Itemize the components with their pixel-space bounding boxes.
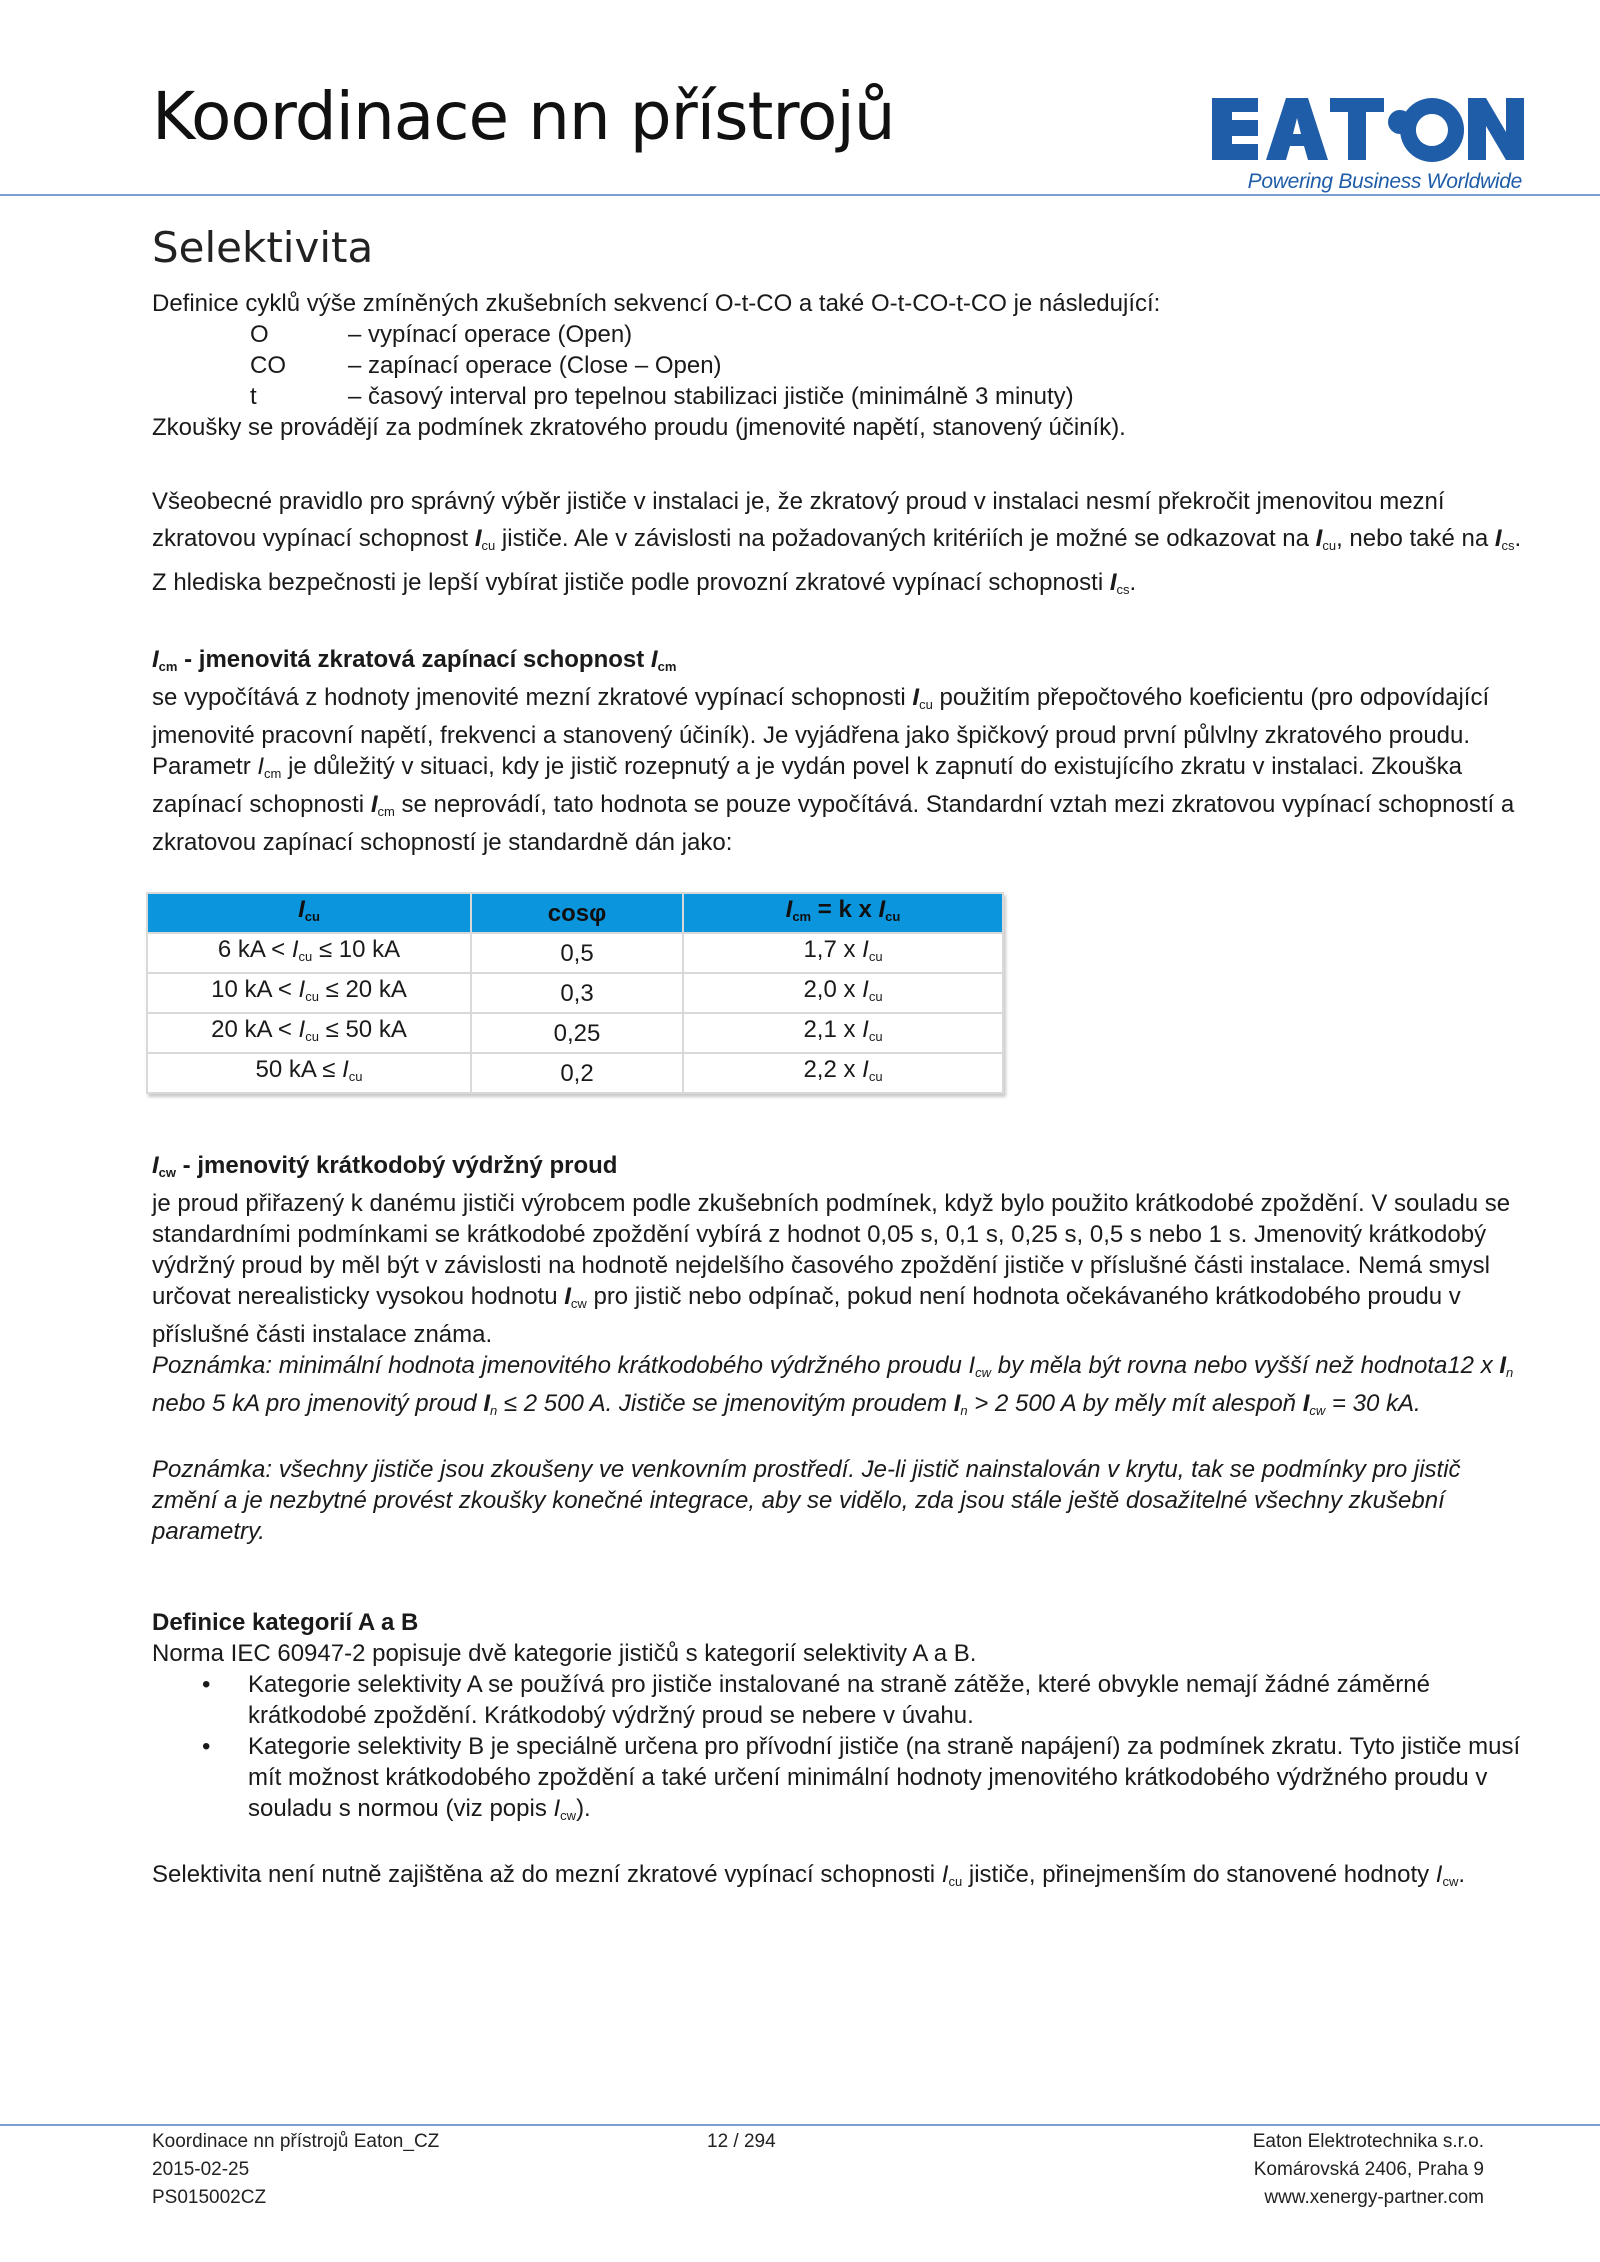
definition-text: – časový interval pro tepelnou stabilizaci jističe (minimálně 3 minuty) xyxy=(348,383,1074,410)
definition-row xyxy=(152,319,1522,350)
table-row xyxy=(147,1053,1003,1093)
intro-lead: Definice cyklů výše zmíněných zkušebních sekvencí O-t-CO a také O-t-CO-t-CO je následující: xyxy=(152,290,1161,317)
definition-row xyxy=(152,381,1522,412)
symbol-i: I xyxy=(1109,569,1117,596)
page-number: 12 / 294 xyxy=(707,2131,776,2152)
table-cell: 2,2 x $I_{cu}$ xyxy=(683,1053,1003,1093)
subscript: cs xyxy=(1116,582,1130,597)
bullet-icon: • xyxy=(202,1733,211,1760)
subscript: cu xyxy=(481,538,496,553)
table-row xyxy=(147,933,1003,973)
definition-row xyxy=(152,350,1522,381)
icm-heading: $I_{cm}$ - jmenovitá zkratová zapínací schopnost $I_{cm}$ xyxy=(152,646,677,674)
section-title: Selektivita xyxy=(152,223,374,272)
icw-paragraph: je proud přiřazený k danému jističi výrobcem podle zkušebních podmínek, když bylo použito krátkodobé zpoždění. V souladu se standardními podmínkami se krátkodobé zpoždění vybírá z hodnot 0,05 s, 0,1 s, 0,25 s, 0,5 s nebo 1 s. Jmenovitý krátkodobý výdržný proud by měl být v závislosti na hodnotě nejdelšího časového zpoždění jističe v příslušné části instalace. Nemá smysl určovat nerealisticky vysokou hodnotu $I_{cw}$ pro jistič nebo odpínač, pokud není hodnota očekávaného krátkodobého proudu v příslušné části instalace známa. xyxy=(152,1190,1511,1348)
table-cell: 2,1 x $I_{cu}$ xyxy=(683,1013,1003,1053)
footer-date: 2015-02-25 xyxy=(152,2159,250,2180)
footer-website: www.xenergy-partner.com xyxy=(1264,2187,1484,2208)
table-cell: 1,7 x $I_{cu}$ xyxy=(683,933,1003,973)
categories-list xyxy=(152,1669,1522,1831)
footer-right xyxy=(1253,2128,1484,2212)
symbol-i: I xyxy=(474,525,482,552)
symbol-i: I xyxy=(1315,525,1323,552)
header-rule xyxy=(0,194,1600,196)
table-cell: 50 kA ≤ $I_{cu}$ xyxy=(147,1053,471,1093)
table-row xyxy=(147,1013,1003,1053)
logo-tagline: Powering Business Worldwide xyxy=(1247,170,1522,193)
definition-term: O xyxy=(250,321,269,348)
footer-company: Eaton Elektrotechnika s.r.o. xyxy=(1252,2131,1484,2152)
table-cell: 0,3 xyxy=(471,973,683,1013)
footer-address: Komárovská 2406, Praha 9 xyxy=(1253,2159,1484,2180)
eaton-logo-mark xyxy=(1210,96,1526,162)
table-cell: 0,25 xyxy=(471,1013,683,1053)
table-cell: 2,0 x $I_{cu}$ xyxy=(683,973,1003,1013)
table-cell: 20 kA < $I_{cu} \le 50$ kA xyxy=(147,1013,471,1053)
definition-text: – zapínací operace (Close – Open) xyxy=(348,352,722,379)
icw-heading: $I_{cw}$ - jmenovitý krátkodobý výdržný proud xyxy=(152,1152,618,1180)
eaton-logo xyxy=(1210,96,1526,194)
closing-paragraph: Selektivita není nutně zajištěna až do mezní zkratové vypínací schopnosti $I_{cu}$ jističe, přinejmenším do stanovené hodnoty $I_{cw}$. xyxy=(152,1861,1466,1889)
definition-list xyxy=(152,319,1522,412)
list-item: • Kategorie selektivity B je speciálně určena pro přívodní jističe (na straně napájení) za podmínek zkratu. Tyto jističe musí mít možnost krátkodobého zpoždění a také určení minimální hodnoty jmenovitého krátkodobého výdržného proudu v souladu s normou (viz popis $I_{cw}$). xyxy=(202,1733,1521,1823)
footer-doc-name: Koordinace nn přístrojů Eaton_CZ xyxy=(152,2131,440,2152)
definition-term: t xyxy=(250,383,257,410)
table-header-row xyxy=(147,893,1003,933)
table-header-icu: $I_{cu}$ xyxy=(147,893,471,933)
definition-text: – vypínací operace (Open) xyxy=(348,321,633,348)
table-header-cosphi: cosφ xyxy=(471,893,683,933)
table-cell: 6 kA < $I_{cu} \le 10$ kA xyxy=(147,933,471,973)
footer-doc-id: PS015002CZ xyxy=(152,2187,267,2208)
categories-lead: Norma IEC 60947-2 popisuje dvě kategorie jističů s kategorií selektivity A a B. xyxy=(152,1640,977,1667)
subscript: cs xyxy=(1501,538,1515,553)
table-cell: 10 kA < $I_{cu} \le 20$ kA xyxy=(147,973,471,1013)
definition-term: CO xyxy=(250,352,286,379)
table-cell: 0,2 xyxy=(471,1053,683,1093)
test-note: Poznámka: všechny jističe jsou zkoušeny ve venkovním prostředí. Je-li jistič nainstalován v krytu, tak se podmínky pro jistič změní a je nezbytné provést zkoušky konečné integrace, aby se vidělo, zda jsou stále ještě dosažitelné všechny zkušební parametry. xyxy=(152,1456,1461,1545)
list-item: • Kategorie selektivity A se používá pro jističe instalované na straně zátěže, které obvykle nemají žádné záměrné krátkodobé zpoždění. Krátkodobý výdržný proud se nebere v úvahu. xyxy=(202,1671,1430,1729)
footer-rule xyxy=(0,2124,1600,2126)
icm-paragraph: se vypočítává z hodnoty jmenovité mezní zkratové vypínací schopnosti $I_{cu}$ použitím přepočtového koeficientu (pro odpovídající jmenovité pracovní napětí, frekvenci a stanovený účiník). Je vyjádřena jako špičkový proud první půlvlny zkratového proudu. Parametr $I_{cm}$ je důležitý v situaci, kdy je jistič rozepnutý a je vydán povel k zapnutí do existujícího zkratu v instalaci. Zkouška zapínací schopnosti $I_{cm}$ se neprovádí, tato hodnota se pouze vypočítává. Standardní vztah mezi zkratovou vypínací schopností a zkratovou zapínací schopností je standardně dán jako: xyxy=(152,684,1515,856)
main-content xyxy=(152,222,1522,1897)
footer-left xyxy=(152,2128,439,2212)
subscript: cu xyxy=(1322,538,1337,553)
coefficient-table xyxy=(146,892,1004,1094)
symbol-i: I xyxy=(1494,525,1502,552)
intro-tail: Zkoušky se provádějí za podmínek zkratového proudu (jmenovité napětí, stanovený účiník). xyxy=(152,414,1126,441)
table-cell: 0,5 xyxy=(471,933,683,973)
rule-paragraph: Všeobecné pravidlo pro správný výběr jističe v instalaci je, že zkratový proud v instalaci nesmí překročit jmenovitou mezní zkratovou vypínací schopnost $I_{cu}$ jističe. Ale v závislosti na požadovaných kritériích je možné se odkazovat na $I_{cu}$, nebo také na $I_{cs}$. Z hlediska bezpečnosti je lepší vybírat jističe podle provozní zkratové vypínací schopnosti $I_{cs}$. xyxy=(152,488,1522,597)
icw-note: Poznámka: minimální hodnota jmenovitého krátkodobého výdržného proudu $I_{cw}$ by měla být rovna nebo vyšší než hodnota12 x $I_n$ nebo 5 kA pro jmenovitý proud $I_n \le 2$ 500 A. Jističe se jmenovitým proudem $I_n > 2$ 500 A by měly mít alespoň $I_{cw} = 30$ kA. xyxy=(152,1352,1514,1418)
document-title: Koordinace nn přístrojů xyxy=(152,78,895,155)
table-header-icm: $I_{cm} = k$ x $I_{cu}$ xyxy=(683,893,1003,933)
bullet-icon: • xyxy=(202,1671,211,1698)
categories-heading: Definice kategorií A a B xyxy=(152,1609,419,1636)
table-row xyxy=(147,973,1003,1013)
